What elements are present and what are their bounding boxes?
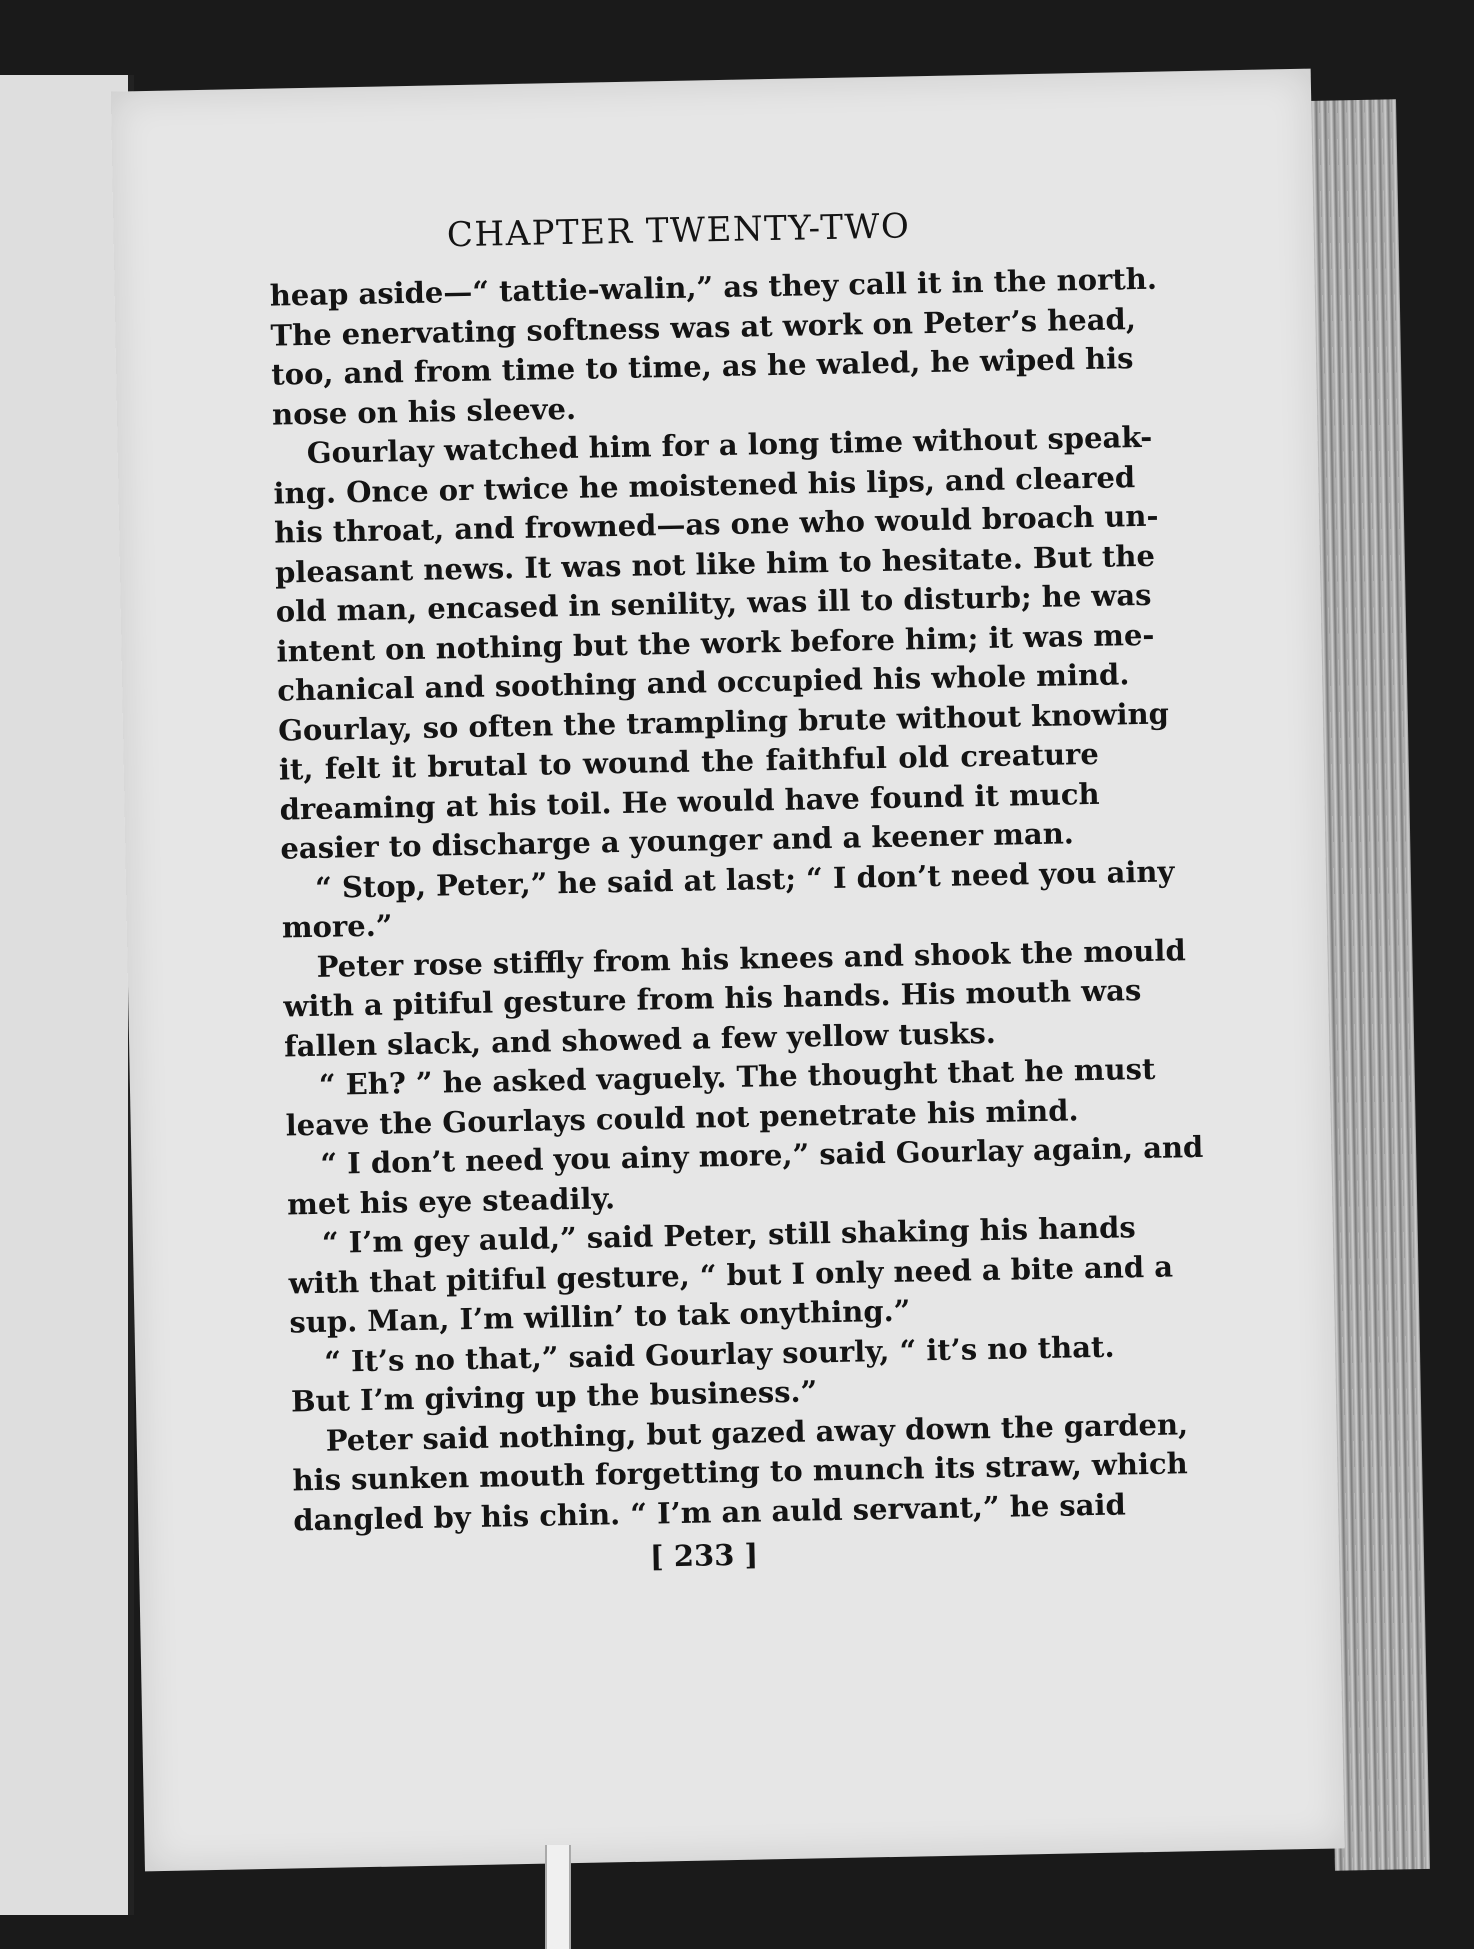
text-line: more.”: [281, 908, 393, 945]
text-line: The enervating softness was at work on Peter’s head,: [270, 301, 1137, 353]
book-page: [111, 69, 1345, 1872]
text-line: his throat, and frowned—as one who would broach un-: [274, 498, 1159, 550]
text-line: “ It’s no that,” said Gourlay sourly, “ it’s no that.: [323, 1329, 1115, 1379]
text-line: “ Eh? ” he asked vaguely. The thought that he must: [318, 1051, 1156, 1102]
text-line: leave the Gourlays could not penetrate his mind.: [285, 1092, 1079, 1143]
bookmark-ribbon: [545, 1845, 571, 1949]
text-line: with a pitiful gesture from his hands. His mouth was: [283, 973, 1142, 1024]
text-line: dreaming at his toil. He would have found it much: [279, 776, 1100, 827]
text-line: too, and from time to time, as he waled, he wiped his: [270, 341, 1134, 392]
text-line: with that pitiful gesture, “ but I only need a bite and a: [288, 1249, 1174, 1300]
text-line: intent on nothing but the work before him; it was me-: [276, 617, 1155, 669]
text-line: his sunken mouth forgetting to munch its straw, which: [292, 1446, 1188, 1498]
text-line: heap aside—“ tattie-walin,” as they call it in the north.: [269, 261, 1158, 313]
text-line: ing. Once or twice he moistened his lips, and cleared: [273, 459, 1136, 511]
text-line: fallen slack, and showed a few yellow tusks.: [283, 1015, 997, 1064]
text-line: nose on his sleeve.: [271, 391, 577, 432]
text-line: pleasant news. It was not like him to hesitate. But the: [274, 538, 1156, 590]
text-line: sup. Man, I’m willin’ to tak onything.”: [289, 1293, 911, 1340]
text-line: met his eye steadily.: [286, 1180, 616, 1221]
facing-page-edge: [0, 75, 134, 1915]
text-line: Gourlay, so often the trampling brute without knowing: [277, 695, 1170, 748]
text-line: Peter rose stiffly from his knees and shook the mould: [316, 932, 1186, 984]
text-line: “ I’m gey auld,” said Peter, still shaking his hands: [321, 1210, 1137, 1260]
text-line: dangled by his chin. “ I’m an auld servant,” he said: [292, 1486, 1127, 1537]
text-line: “ Stop, Peter,” he said at last; “ I don’t need you ainy: [314, 853, 1175, 905]
text-line: Gourlay watched him for a long time without speak-: [306, 419, 1153, 470]
text-line: chanical and soothing and occupied his whole mind.: [277, 657, 1130, 708]
text-line: old man, encased in senility, was ill to disturb; he was: [275, 577, 1152, 629]
text-line: “ I don’t need you ainy more,” said Gourlay again, and: [320, 1129, 1204, 1181]
body-text: [269, 261, 1204, 1541]
text-line: But I’m giving up the business.”: [290, 1374, 818, 1419]
text-block: [268, 203, 1204, 1580]
page-number: [ 233 ]: [649, 1537, 759, 1574]
running-head: CHAPTER TWENTY-TWO: [446, 206, 911, 256]
text-line: it, felt it brutal to wound the faithful old creature: [278, 736, 1100, 787]
text-line: easier to discharge a younger and a keener man.: [280, 816, 1075, 866]
text-line: Peter said nothing, but gazed away down the garden,: [325, 1406, 1189, 1458]
